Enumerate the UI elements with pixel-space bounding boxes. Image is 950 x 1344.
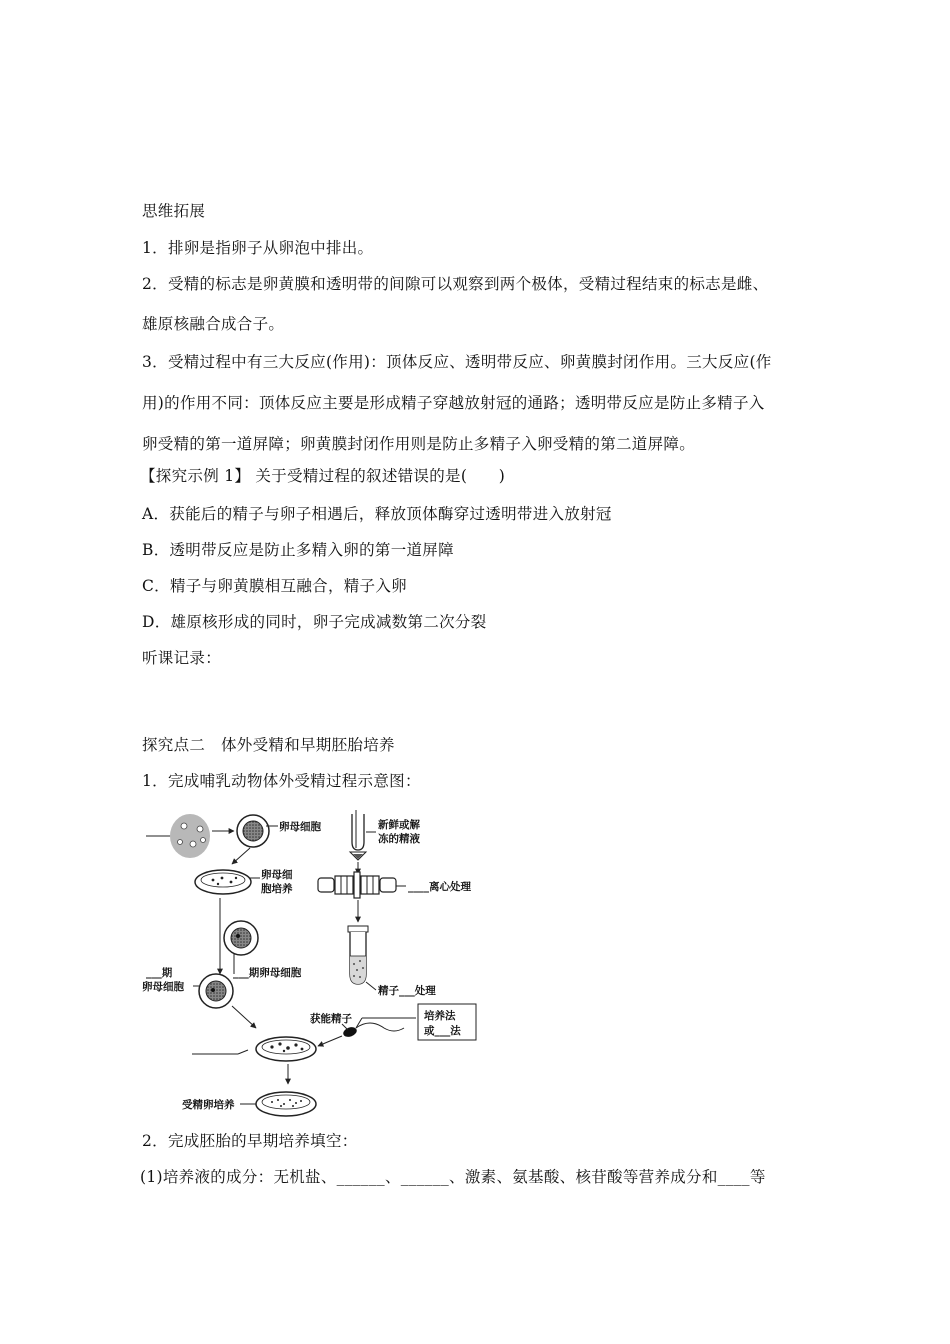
section2-q2: 2．完成胚胎的早期培养填空：: [142, 1132, 358, 1150]
mature-oocyte-icon: [199, 974, 233, 1008]
option-b: B．透明带反应是防止多精入卵的第一道屏障: [142, 541, 454, 559]
ovary-shape: [170, 814, 210, 858]
option-d: D．雄原核形成的同时，卵子完成减数第二次分裂: [142, 613, 487, 631]
expansion-line-5: 用)的作用不同：顶体反应主要是形成精子穿越放射冠的通路；透明带反应是防止多精子入: [142, 394, 765, 412]
label-culture-2: 胞培养: [261, 883, 293, 895]
label-stage-left-2: 卵母细胞: [142, 981, 184, 993]
section2-title: 探究点二 体外受精和早期胚胎培养: [142, 736, 395, 754]
label-capacitated: 获能精子: [310, 1013, 352, 1025]
expansion-line-6: 卵受精的第一道屏障；卵黄膜封闭作用则是防止多精子入卵受精的第二道屏障。: [142, 435, 696, 453]
oocyte-culture-dish: [195, 870, 251, 894]
oocyte-icon: [237, 815, 269, 847]
ivf-diagram: [138, 806, 488, 1136]
option-a: A．获能后的精子与卵子相遇后，释放顶体酶穿过透明带进入放射冠: [142, 505, 612, 523]
semen-pipette: [350, 810, 366, 860]
fertilization-dish: [256, 1037, 316, 1061]
label-zygote-culture: 受精卵培养: [182, 1099, 235, 1111]
label-method-2: 或___法: [424, 1025, 461, 1037]
option-c: C．精子与卵黄膜相互融合，精子入卵: [142, 577, 407, 595]
zygote-culture-dish: [256, 1092, 316, 1116]
label-oocyte: 卵母细胞: [279, 821, 321, 833]
heading-thinking: 思维拓展: [142, 202, 206, 220]
label-stage-oocyte: ___期卵母细胞: [233, 967, 302, 979]
expansion-line-3: 雄原核融合成合子。: [142, 315, 285, 333]
centrifuge-icon: [318, 872, 396, 898]
stage-oocyte-icon: [224, 921, 258, 955]
label-method-1: 培养法: [424, 1010, 456, 1022]
section2-q1: 1．完成哺乳动物体外受精过程示意图：: [142, 772, 421, 790]
label-fresh-1: 新鲜或解: [378, 819, 420, 831]
notes-label: 听课记录：: [142, 649, 222, 667]
expansion-line-2: 2．受精的标志是卵黄膜和透明带的间隙可以观察到两个极体，受精过程结束的标志是雌、: [142, 275, 769, 293]
expansion-line-1: 1．排卵是指卵子从卵泡中排出。: [142, 239, 374, 257]
test-tube: [348, 926, 368, 984]
label-culture-1: 卵母细: [261, 869, 293, 881]
expansion-line-4: 3．受精过程中有三大反应(作用)：顶体反应、透明带反应、卵黄膜封闭作用。三大反应(作: [142, 353, 772, 371]
label-centrifuge: ____离心处理: [408, 881, 471, 893]
sperm-icon: [342, 1023, 404, 1039]
section2-q2-1: (1)培养液的成分：无机盐、______、______、激素、氨基酸、核苷酸等营养成分和____等: [140, 1168, 766, 1186]
label-stage-left-1: ___期: [146, 967, 173, 979]
example-title: 【探究示例 1】 关于受精过程的叙述错误的是( ): [140, 467, 506, 485]
label-fresh-2: 冻的精液: [378, 833, 420, 845]
label-sperm-treat: 精子___处理: [378, 985, 436, 997]
